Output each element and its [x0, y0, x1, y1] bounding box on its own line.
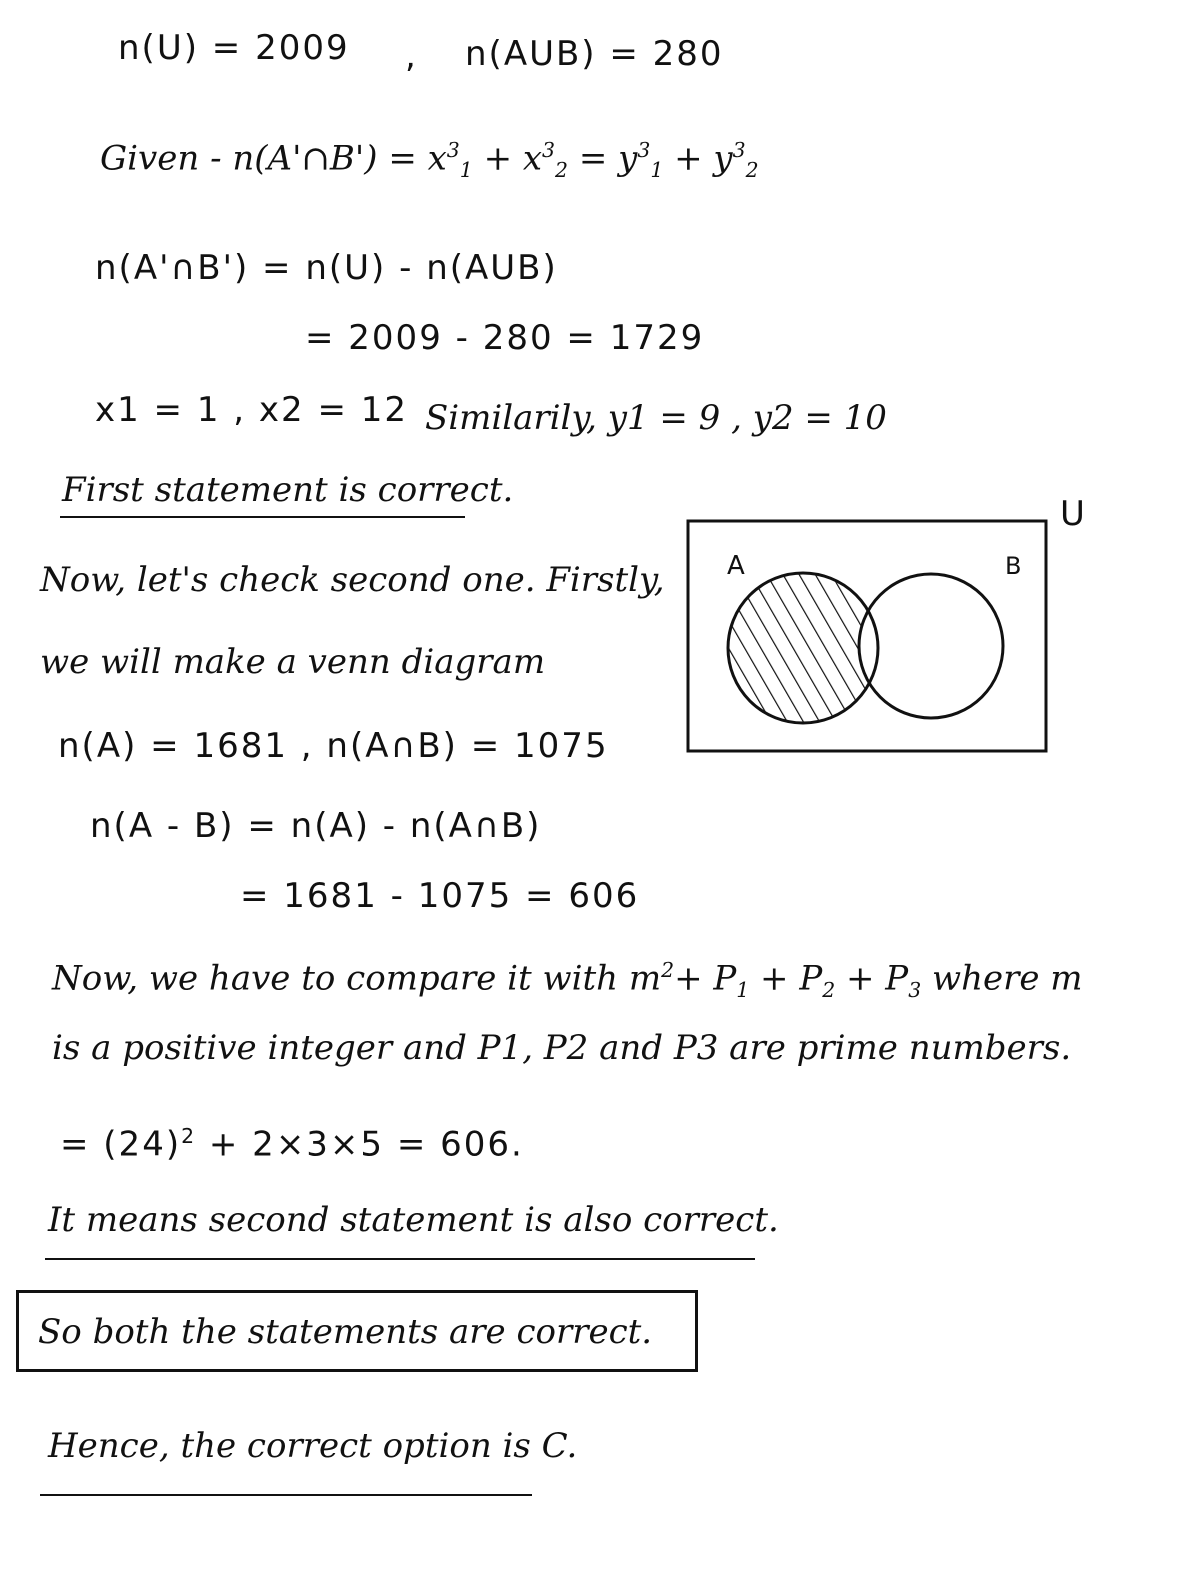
compare-expression: Now, we have to compare it with $m^2+ P_1 + P_2 + P_3$ where m	[52, 958, 1083, 1003]
underline-3	[40, 1494, 532, 1496]
given-nu: n(U) = 2009	[118, 28, 350, 68]
set-b-circle	[859, 574, 1003, 718]
y-values: Similarily, y1 = 9 , y2 = 10	[425, 398, 887, 438]
venn-intro: we will make a venn diagram	[40, 642, 546, 682]
set-a-label: A	[727, 551, 747, 581]
second-statement-intro: Now, let's check second one. Firstly,	[40, 560, 665, 600]
given-cube-sum: Given - n(A'∩B') = $x^3_1 + x^3_2 = y^3_1 + y^3_2$	[100, 138, 759, 183]
x-values: x1 = 1 , x2 = 12	[95, 390, 409, 430]
comma-separator: ,	[405, 36, 418, 76]
universe-label: U	[1060, 494, 1087, 534]
definition-line: is a positive integer and P1, P2 and P3 are prime numbers.	[52, 1028, 1072, 1068]
set-b-label: B	[1005, 552, 1024, 580]
given-na-nanb: n(A) = 1681 , n(A∩B) = 1075	[58, 726, 609, 766]
given-naub: n(AUB) = 280	[465, 34, 724, 74]
both-statements-correct: So both the statements are correct.	[38, 1312, 653, 1352]
complement-formula: n(A'∩B') = n(U) - n(AUB)	[95, 248, 558, 288]
correct-option: Hence, the correct option is C.	[48, 1426, 578, 1466]
a-minus-b-value: = 1681 - 1075 = 606	[240, 876, 640, 916]
complement-value: = 2009 - 280 = 1729	[305, 318, 705, 358]
decomposition: = $(24)^2 + 2\times 3\times 5 = 606$.	[60, 1124, 524, 1165]
a-minus-b-formula: n(A - B) = n(A) - n(A∩B)	[90, 806, 542, 846]
underline-2	[45, 1258, 755, 1260]
underline-1	[60, 516, 465, 518]
first-statement-conclusion: First statement is correct.	[62, 470, 514, 510]
second-statement-conclusion: It means second statement is also correct.	[48, 1200, 779, 1240]
